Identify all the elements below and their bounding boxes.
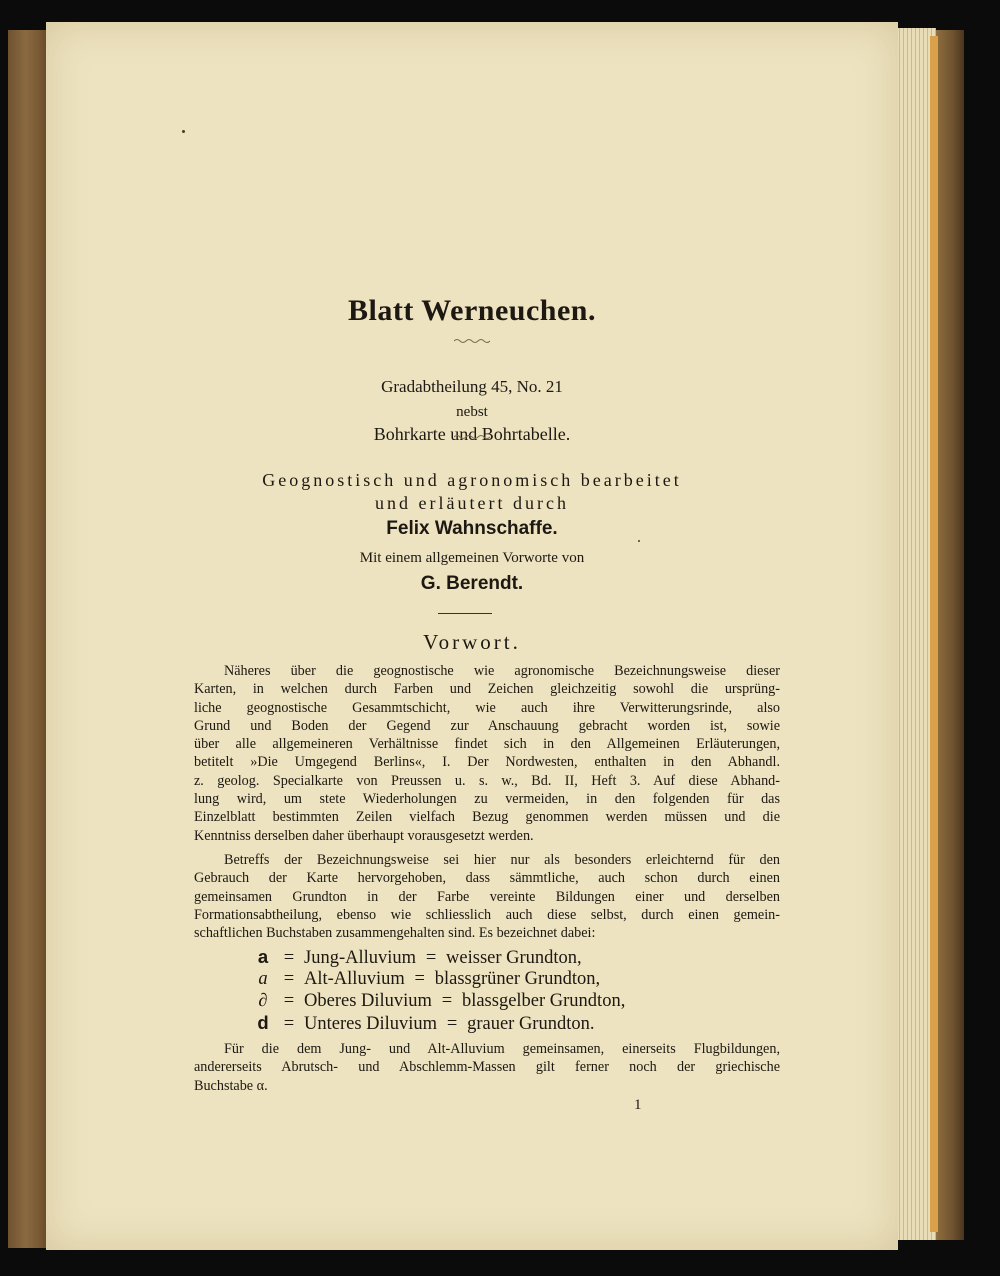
- text-line: Näheres über die geognostische wie agronomische Bezeichnungsweise dieser: [224, 663, 780, 679]
- legend-row: [252, 946, 732, 968]
- editor-name: G. Berendt.: [420, 573, 524, 594]
- text-line: Grund und Boden der Gegend zur Anschauung gebracht worden ist, sowie: [194, 717, 780, 734]
- page-title: Blatt Werneuchen.: [348, 294, 596, 327]
- legend-symbol: a: [258, 969, 268, 989]
- legend-tone: weisser Grundton,: [446, 948, 582, 968]
- text-line: Betreffs der Bezeichnungsweise sei hier nur als besonders erleichternd für den: [224, 852, 780, 868]
- equals-sign: =: [283, 969, 295, 989]
- text-line: Für die dem Jung- und Alt-Alluvium gemeinsamen, einerseits Flugbildungen,: [224, 1041, 780, 1057]
- paragraph-2: [194, 851, 780, 942]
- legend-tone: blassgelber Grundton,: [461, 991, 626, 1011]
- text-line: liche geognostische Gesammtschicht, wie auch ihre Verwitterungsrinde, also: [194, 699, 780, 716]
- text-line: Gebrauch der Karte hervorgehoben, dass sämmtliche, auch schon durch einen: [194, 870, 780, 887]
- equals-sign: =: [283, 991, 295, 1011]
- text-line: Einzelblatt bestimmten Zeilen vielfach Bezug genommen werden müssen und die: [194, 809, 780, 826]
- page-edge-color: [930, 36, 938, 1232]
- text-line: andererseits Abrutsch- und Abschlemm-Massen gilt ferner noch der griechische: [194, 1059, 780, 1076]
- paper-speck: [182, 130, 185, 133]
- text-line: Kenntniss derselben daher überhaupt vorausgesetzt werden.: [194, 827, 534, 844]
- legend-symbol: a: [257, 946, 269, 967]
- legend-term: Jung-Alluvium: [304, 948, 417, 968]
- sheet-number: Gradabtheilung 45, No. 21: [381, 377, 563, 396]
- author-name: Felix Wahnschaffe.: [386, 518, 558, 539]
- equals-sign: =: [441, 991, 453, 1011]
- legend-row: [252, 990, 732, 1012]
- ornament-divider: [46, 434, 898, 440]
- equals-sign: =: [425, 948, 437, 968]
- legend-symbol: d: [257, 1012, 269, 1033]
- subtitle-erlaeutert: und erläutert durch: [375, 493, 569, 513]
- section-title: Vorwort.: [423, 630, 521, 654]
- text-line: über alle allgemeineren Verhältnisse findet sich in den Allgemeinen Erläuterungen,: [194, 736, 780, 753]
- legend-term: Alt-Alluvium: [304, 969, 405, 989]
- legend-tone: grauer Grundton.: [467, 1014, 595, 1034]
- subtitle-nebst: nebst: [456, 404, 488, 420]
- legend-row: [252, 968, 732, 990]
- legend-symbol: ∂: [258, 991, 268, 1011]
- equals-sign: =: [283, 1014, 295, 1034]
- text-line: gemeinsamen Grundton in der Farbe vereinte Bildungen einer und derselben: [194, 888, 780, 905]
- page-number: 1: [634, 1097, 642, 1113]
- equals-sign: =: [446, 1014, 458, 1034]
- legend-tone: blassgrüner Grundton,: [434, 969, 601, 989]
- legend-term: Unteres Diluvium: [304, 1014, 438, 1034]
- text-line: Buchstabe α.: [194, 1077, 268, 1094]
- legend-term: Oberes Diluvium: [304, 991, 432, 1011]
- text-line: z. geolog. Specialkarte von Preussen u. s. w., Bd. II, Heft 3. Auf diese Abhand-: [194, 772, 780, 789]
- text-line: Karten, in welchen durch Farben und Zeichen gleichzeitig sowohl die ursprüng-: [194, 681, 780, 698]
- text-line: lung wird, um stete Wiederholungen zu vermeiden, in den folgenden für das: [194, 791, 780, 808]
- equals-sign: =: [283, 948, 295, 968]
- section-rule: [438, 613, 492, 614]
- paragraph-1: [194, 662, 780, 845]
- paper-speck: [638, 540, 640, 542]
- text-line: Formationsabtheilung, ebenso wie schliesslich auch diese selbst, durch einen gemein-: [194, 906, 780, 923]
- document-page: [46, 22, 898, 1250]
- subtitle-bohrkarte: Bohrkarte und Bohrtabelle.: [373, 424, 571, 444]
- subtitle-geognostisch: Geognostisch und agronomisch bearbeitet: [262, 470, 682, 490]
- ornament-divider: [46, 338, 898, 344]
- formation-legend: [252, 946, 732, 1034]
- text-line: schaftlichen Buchstaben zusammengehalten sind. Es bezeichnet dabei:: [194, 925, 596, 942]
- equals-sign: =: [414, 969, 425, 989]
- legend-row: [252, 1012, 732, 1034]
- text-line: betitelt »Die Umgegend Berlins«, I. Der Nordwesten, enthalten in den Abhandl.: [194, 754, 780, 771]
- subtitle-vorworte: Mit einem allgemeinen Vorworte von: [359, 550, 585, 566]
- paragraph-3: [194, 1040, 780, 1095]
